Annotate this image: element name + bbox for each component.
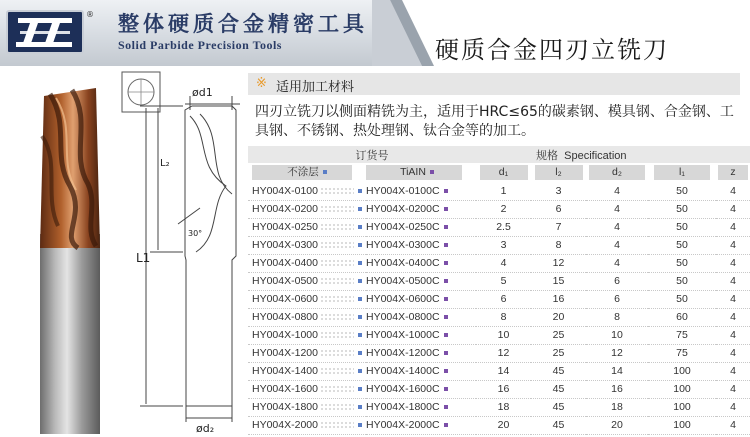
- cell-l2-text: 16: [552, 293, 565, 305]
- dot-leader: [320, 187, 354, 195]
- tool-illustration: [0, 66, 245, 437]
- cell-d2-text: 4: [614, 203, 620, 215]
- cell-l2-text: 3: [555, 184, 562, 197]
- dot-leader: [320, 223, 354, 231]
- cell-l1-text: 100: [673, 419, 691, 431]
- purple-marker-icon: [444, 279, 448, 283]
- blue-marker-icon: [358, 351, 362, 355]
- cell-l1: [648, 254, 716, 272]
- cell-z-text: 4: [730, 221, 736, 233]
- cell-code2: [366, 218, 476, 236]
- cell-z: [716, 308, 750, 326]
- cell-code1: [248, 200, 366, 218]
- cell-d2-text: 6: [614, 293, 620, 305]
- cell-l1: [648, 182, 716, 200]
- cell-z-text: 4: [730, 419, 736, 431]
- cell-l1-text: 50: [676, 275, 688, 287]
- cell-l1-text: 100: [673, 365, 691, 377]
- cell-d2: [586, 416, 648, 434]
- cell-l2: [531, 218, 586, 236]
- cell-code1: [248, 326, 366, 344]
- cell-code1: [248, 344, 366, 362]
- cell-d1: [476, 254, 531, 272]
- table-row: [248, 362, 750, 380]
- cell-l1-text: 100: [673, 383, 691, 395]
- purple-marker-icon: [444, 261, 448, 265]
- spec-header-cn: 规格: [536, 149, 558, 162]
- cell-code1-text: HY004X-2000: [252, 419, 318, 431]
- cell-d1: [476, 326, 531, 344]
- cell-code1-text: HY004X-0500: [252, 275, 318, 287]
- cell-l1-text: 60: [676, 311, 688, 323]
- cell-d1-text: 16: [497, 383, 510, 395]
- col-uncoated: [248, 163, 366, 182]
- dot-leader: [320, 385, 354, 393]
- section-title: 适用加工材料: [276, 80, 355, 95]
- cell-z: [716, 182, 750, 200]
- cell-z-text: 4: [730, 401, 736, 413]
- cell-l2: [531, 416, 586, 434]
- cell-d2: [586, 362, 648, 380]
- cell-l2-text: 15: [552, 275, 565, 287]
- table-row: [248, 272, 750, 290]
- cell-d2-text: 12: [611, 347, 623, 359]
- blue-marker-icon: [323, 170, 327, 174]
- cell-l2: [531, 344, 586, 362]
- dot-leader: [320, 259, 354, 267]
- purple-marker-icon: [444, 351, 448, 355]
- cell-code2: [366, 272, 476, 290]
- cell-d2-text: 14: [611, 365, 623, 377]
- cell-l1-text: 50: [676, 203, 688, 215]
- cell-l2: [531, 326, 586, 344]
- cell-l1-text: 75: [676, 329, 688, 341]
- cell-z: [716, 272, 750, 290]
- cell-d2: [586, 236, 648, 254]
- cell-z: [716, 200, 750, 218]
- cell-d2-text: 16: [611, 383, 623, 395]
- table-group-header: [248, 146, 750, 163]
- purple-marker-icon: [444, 315, 448, 319]
- purple-marker-icon: [444, 423, 448, 427]
- dot-leader: [320, 403, 354, 411]
- cell-l1-text: 50: [676, 239, 688, 251]
- header-band: [0, 0, 390, 66]
- cell-code1-text: HY004X-1400: [252, 365, 318, 377]
- company-logo: [6, 10, 84, 54]
- cell-l1: [648, 290, 716, 308]
- cell-code2-text: HY004X-1200C: [366, 347, 440, 359]
- cell-d2: [586, 326, 648, 344]
- cell-l1: [648, 380, 716, 398]
- cell-code1-text: HY004X-0400: [252, 257, 318, 269]
- blue-marker-icon: [358, 243, 362, 247]
- cell-code1-text: HY004X-1000: [252, 329, 318, 341]
- cell-code1-text: HY004X-1800: [252, 401, 318, 413]
- cell-code2-text: HY004X-0200C: [366, 203, 440, 215]
- cell-z-text: 4: [730, 184, 736, 197]
- table-row: [248, 380, 750, 398]
- cell-code1: [248, 398, 366, 416]
- purple-marker-icon: [444, 207, 448, 211]
- cell-d1: [476, 236, 531, 254]
- cell-d1-text: 6: [500, 293, 507, 305]
- cell-z: [716, 290, 750, 308]
- label-l2: L₂: [160, 158, 170, 169]
- cell-code2-text: HY004X-0100C: [366, 184, 440, 197]
- dot-leader: [320, 241, 354, 249]
- registered-mark: ®: [86, 10, 94, 19]
- col-z: z: [716, 163, 750, 182]
- cell-l1-text: 50: [676, 221, 688, 233]
- cell-l2-text: 7: [555, 221, 562, 233]
- cell-z: [716, 254, 750, 272]
- blue-marker-icon: [358, 225, 362, 229]
- cell-l2: [531, 290, 586, 308]
- table-row: [248, 236, 750, 254]
- cell-z-text: 4: [730, 347, 736, 359]
- cell-code2-text: HY004X-2000C: [366, 419, 440, 431]
- cell-z-text: 4: [730, 293, 736, 305]
- cell-d2-text: 8: [614, 311, 620, 323]
- cell-code2-text: HY004X-0500C: [366, 275, 440, 287]
- table-row: [248, 182, 750, 200]
- table-body: [248, 182, 750, 434]
- purple-marker-icon: [430, 170, 434, 174]
- cell-code2-text: HY004X-1800C: [366, 401, 440, 413]
- cell-d1-text: 18: [497, 401, 510, 413]
- purple-marker-icon: [444, 405, 448, 409]
- blue-marker-icon: [358, 405, 362, 409]
- label-d1: ød1: [192, 86, 213, 99]
- cell-code1: [248, 218, 366, 236]
- cell-d1: [476, 362, 531, 380]
- cell-l2: [531, 272, 586, 290]
- cell-z: [716, 236, 750, 254]
- cell-d2: [586, 254, 648, 272]
- cell-z-text: 4: [730, 329, 736, 341]
- purple-marker-icon: [444, 369, 448, 373]
- cell-l2-text: 45: [552, 401, 565, 413]
- cell-l2: [531, 308, 586, 326]
- dot-leader: [320, 421, 354, 429]
- cell-l2: [531, 380, 586, 398]
- cell-code1: [248, 380, 366, 398]
- cell-code1-text: HY004X-0200: [252, 203, 318, 215]
- cell-l2-text: 20: [552, 311, 565, 323]
- cell-l2: [531, 254, 586, 272]
- cell-code2: [366, 200, 476, 218]
- cell-code2: [366, 398, 476, 416]
- table-row: [248, 308, 750, 326]
- cell-l1: [648, 218, 716, 236]
- cell-code1: [248, 308, 366, 326]
- cell-d2: [586, 218, 648, 236]
- blue-marker-icon: [358, 369, 362, 373]
- blue-marker-icon: [358, 297, 362, 301]
- cell-d1: [476, 182, 531, 200]
- cell-code2-text: HY004X-1400C: [366, 365, 440, 377]
- cell-l2: [531, 182, 586, 200]
- cell-l2-text: 25: [552, 347, 565, 359]
- cell-l1-text: 75: [676, 347, 688, 359]
- cell-code1-text: HY004X-0600: [252, 293, 318, 305]
- cell-d2: [586, 380, 648, 398]
- cell-d2-text: 18: [611, 401, 623, 413]
- cell-code2: [366, 362, 476, 380]
- blue-marker-icon: [358, 423, 362, 427]
- cell-l1: [648, 344, 716, 362]
- cell-l2-text: 8: [555, 239, 562, 251]
- cell-d2: [586, 308, 648, 326]
- cell-d1-text: 10: [497, 329, 510, 341]
- table-row: [248, 398, 750, 416]
- cell-l1-text: 100: [673, 401, 691, 413]
- cell-d1: [476, 290, 531, 308]
- table-row: [248, 326, 750, 344]
- cell-l1: [648, 398, 716, 416]
- cell-d2-text: 4: [614, 257, 620, 269]
- purple-marker-icon: [444, 297, 448, 301]
- cell-l1: [648, 236, 716, 254]
- cell-code2: [366, 344, 476, 362]
- table-row: [248, 200, 750, 218]
- cell-l2: [531, 236, 586, 254]
- cell-code2: [366, 308, 476, 326]
- spec-header-en: Specification: [564, 149, 627, 162]
- cell-d2-text: 4: [614, 184, 620, 197]
- cell-code2: [366, 326, 476, 344]
- cell-l2: [531, 362, 586, 380]
- cell-code1-text: HY004X-0100: [252, 184, 318, 197]
- blue-marker-icon: [358, 207, 362, 211]
- label-angle: 30°: [188, 229, 203, 238]
- cell-d1: [476, 200, 531, 218]
- cell-z-text: 4: [730, 257, 736, 269]
- cell-code1-text: HY004X-0800: [252, 311, 318, 323]
- purple-marker-icon: [444, 243, 448, 247]
- section-mark: ※: [256, 76, 267, 91]
- table-row: [248, 218, 750, 236]
- cell-l2-text: 6: [555, 203, 562, 215]
- cell-z: [716, 416, 750, 434]
- cell-d2: [586, 272, 648, 290]
- cell-l1: [648, 272, 716, 290]
- blue-marker-icon: [358, 387, 362, 391]
- cell-code2-text: HY004X-0400C: [366, 257, 440, 269]
- cell-code1-text: HY004X-1200: [252, 347, 318, 359]
- dot-leader: [320, 277, 354, 285]
- cell-l2-text: 45: [552, 365, 565, 377]
- cell-l1-text: 50: [676, 257, 688, 269]
- purple-marker-icon: [444, 387, 448, 391]
- cell-l2: [531, 398, 586, 416]
- cell-code2: [366, 182, 476, 200]
- cell-d2-text: 20: [611, 419, 623, 431]
- section-heading: [248, 73, 740, 95]
- spec-header: [476, 146, 750, 163]
- col-l2: l₂: [531, 163, 586, 182]
- table-row: [248, 254, 750, 272]
- cell-l2-text: 45: [552, 383, 565, 395]
- brand-name-en: Solid Parbide Precision Tools: [118, 38, 282, 52]
- cell-code1: [248, 254, 366, 272]
- spec-table: [248, 146, 750, 435]
- cell-code1: [248, 182, 366, 200]
- cell-d1: [476, 416, 531, 434]
- blue-marker-icon: [358, 261, 362, 265]
- order-no-header: 订货号: [248, 146, 476, 163]
- cell-d1-text: 12: [497, 347, 510, 359]
- label-l1: L1: [136, 251, 151, 265]
- cell-code1: [248, 236, 366, 254]
- cell-z-text: 4: [730, 275, 736, 287]
- page-title: 硬质合金四刃立铣刀: [435, 36, 669, 64]
- end-mill-photo: [40, 88, 100, 434]
- cell-d1: [476, 218, 531, 236]
- cell-l1: [648, 308, 716, 326]
- col-uncoated-label: 不涂层: [287, 166, 319, 178]
- col-l1: l₁: [648, 163, 716, 182]
- cell-d1-text: 4: [500, 257, 507, 269]
- cell-d1: [476, 344, 531, 362]
- cell-d2: [586, 344, 648, 362]
- cell-code2: [366, 254, 476, 272]
- dot-leader: [320, 313, 354, 321]
- cell-l2-text: 12: [552, 257, 565, 269]
- table-column-header: [248, 163, 750, 182]
- application-description: 四刃立铣刀以侧面精铣为主，适用于HRC≤65的碳素钢、模具钢、合金钢、工具钢、不锈钢、热处理钢、钛合金等的加工。: [255, 104, 734, 139]
- cell-d2-text: 4: [614, 221, 620, 233]
- cell-d2: [586, 200, 648, 218]
- cell-code1-text: HY004X-0250: [252, 221, 318, 233]
- cell-z: [716, 380, 750, 398]
- cell-z: [716, 398, 750, 416]
- table-row: [248, 290, 750, 308]
- cell-l2-text: 25: [552, 329, 565, 341]
- cell-code1-text: HY004X-0300: [252, 239, 318, 251]
- cell-code1-text: HY004X-1600: [252, 383, 318, 395]
- col-tialn: [366, 163, 476, 182]
- cell-d2: [586, 182, 648, 200]
- cell-z: [716, 344, 750, 362]
- cell-l1-text: 50: [676, 293, 688, 305]
- purple-marker-icon: [444, 225, 448, 229]
- cell-d2: [586, 398, 648, 416]
- cell-l1: [648, 326, 716, 344]
- cell-code1: [248, 362, 366, 380]
- col-tialn-label: TiAIN: [400, 166, 426, 178]
- label-d2: ød₂: [196, 422, 215, 435]
- cell-l1: [648, 362, 716, 380]
- col-d1: d₁: [476, 163, 531, 182]
- cell-code1: [248, 290, 366, 308]
- cell-z-text: 4: [730, 365, 736, 377]
- cell-d1: [476, 398, 531, 416]
- brand-name-cn: 整体硬质合金精密工具: [118, 11, 368, 36]
- cell-z: [716, 218, 750, 236]
- cell-d1-text: 14: [497, 365, 510, 377]
- cell-z-text: 4: [730, 239, 736, 251]
- cell-code2-text: HY004X-0300C: [366, 239, 440, 251]
- cell-l2-text: 45: [552, 419, 565, 431]
- cell-code2-text: HY004X-0250C: [366, 221, 440, 233]
- cell-l1: [648, 416, 716, 434]
- cell-d1: [476, 380, 531, 398]
- table-row: [248, 416, 750, 434]
- blue-marker-icon: [358, 333, 362, 337]
- cell-d2-text: 6: [614, 275, 620, 287]
- cell-code2: [366, 416, 476, 434]
- cell-d1: [476, 308, 531, 326]
- cell-d2: [586, 290, 648, 308]
- dot-leader: [320, 205, 354, 213]
- cell-d1-text: 1: [500, 184, 507, 197]
- cell-d1-text: 5: [500, 275, 507, 287]
- dot-leader: [320, 295, 354, 303]
- cell-code1: [248, 272, 366, 290]
- cell-code2: [366, 290, 476, 308]
- cell-z-text: 4: [730, 383, 736, 395]
- cell-l2: [531, 200, 586, 218]
- cell-d1-text: 8: [500, 311, 507, 323]
- cell-code2: [366, 380, 476, 398]
- cell-l1-text: 50: [676, 184, 688, 197]
- dot-leader: [320, 349, 354, 357]
- purple-marker-icon: [444, 333, 448, 337]
- cell-z-text: 4: [730, 311, 736, 323]
- dot-leader: [320, 331, 354, 339]
- cell-d2-text: 4: [614, 239, 620, 251]
- blue-marker-icon: [358, 189, 362, 193]
- blue-marker-icon: [358, 279, 362, 283]
- cell-code2-text: HY004X-1000C: [366, 329, 440, 341]
- table-row: [248, 344, 750, 362]
- cell-code2: [366, 236, 476, 254]
- cell-z: [716, 326, 750, 344]
- cell-code2-text: HY004X-0800C: [366, 311, 440, 323]
- cell-d1-text: 2: [500, 203, 507, 215]
- cell-d2-text: 10: [611, 329, 623, 341]
- cell-d1-text: 20: [497, 419, 510, 431]
- cell-d1: [476, 272, 531, 290]
- cell-l1: [648, 200, 716, 218]
- col-d2: d₂: [586, 163, 648, 182]
- dot-leader: [320, 367, 354, 375]
- cell-d1-text: 2.5: [496, 221, 511, 233]
- cell-code2-text: HY004X-0600C: [366, 293, 440, 305]
- cell-code1: [248, 416, 366, 434]
- cell-d1-text: 3: [500, 239, 507, 251]
- purple-marker-icon: [444, 189, 448, 193]
- cell-code2-text: HY004X-1600C: [366, 383, 440, 395]
- cell-z: [716, 362, 750, 380]
- cell-z-text: 4: [730, 203, 736, 215]
- blue-marker-icon: [358, 315, 362, 319]
